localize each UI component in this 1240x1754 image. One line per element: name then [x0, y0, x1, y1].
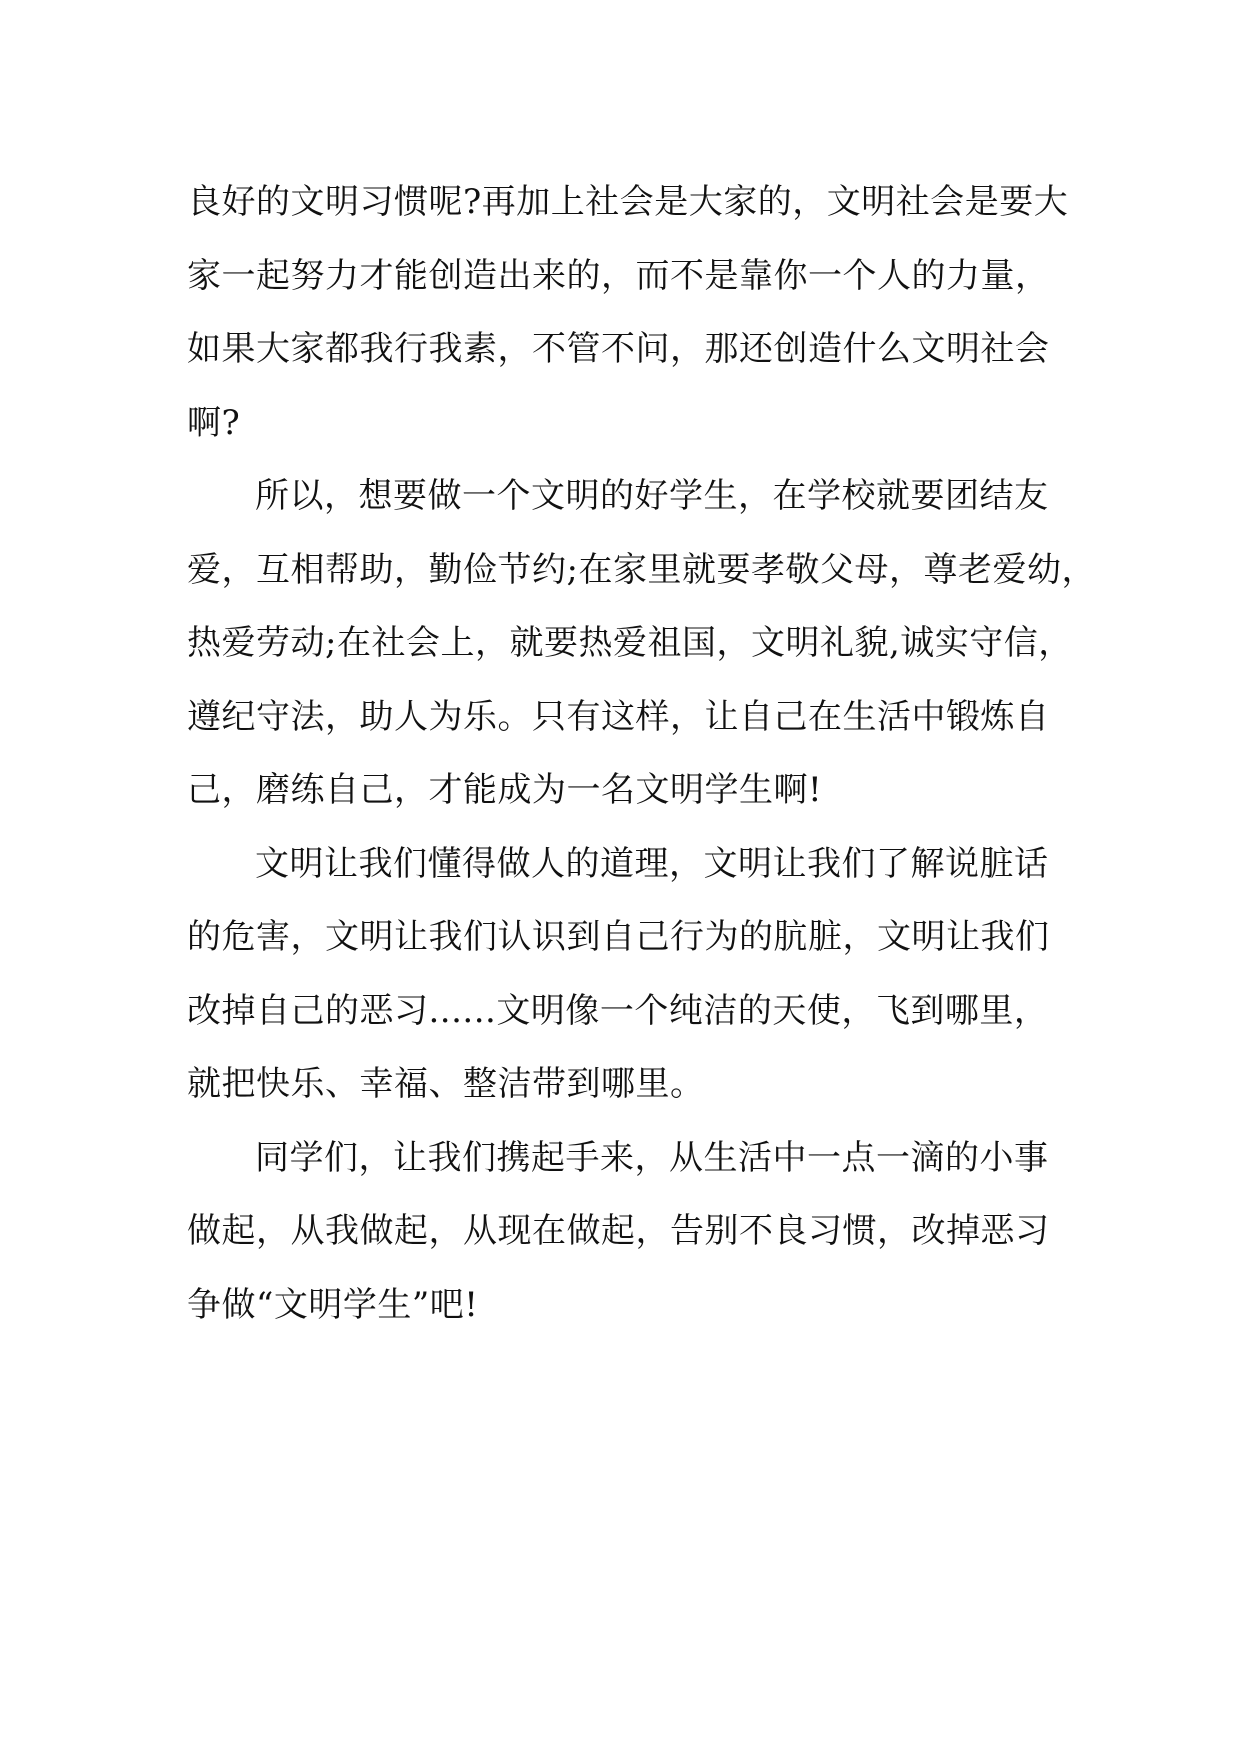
text-line: 改掉自己的恶习......文明像一个纯洁的天使，飞到哪里，: [187, 990, 1049, 1031]
text-line: 己，磨练自己，才能成为一名文明学生啊!: [187, 770, 823, 810]
paragraph-4: [187, 1122, 1067, 1343]
paragraph-2: [187, 460, 1096, 828]
text-line: 家一起努力才能创造出来的，而不是靠你一个人的力量，: [187, 255, 1050, 296]
text-line: 做起，从我做起，从现在做起，告别不良习惯，改掉恶习: [187, 1211, 1050, 1251]
text-line: 所以，想要做一个文明的好学生，在学校就要团结友: [255, 476, 1049, 516]
text-line: 如果大家都我行我素，不管不问，那还创造什么文明社会: [187, 329, 1050, 369]
text-line: 文明让我们懂得做人的道理，文明让我们了解说脏话: [255, 843, 1049, 884]
text-line: 同学们，让我们携起手来，从生活中一点一滴的小事: [255, 1137, 1049, 1178]
text-line: 爱，互相帮助，勤俭节约;在家里就要孝敬父母，尊老爱幼，: [187, 549, 1096, 590]
paragraph-3: [187, 828, 1067, 1122]
text-line: 热爱劳动;在社会上，就要热爱祖国，文明礼貌,诚实守信，: [187, 623, 1073, 663]
text-line: 的危害，文明让我们认识到自己行为的肮脏，文明让我们: [187, 917, 1050, 957]
text-line: 啊?: [187, 402, 241, 443]
text-line: 争做“文明学生”吧!: [187, 1284, 479, 1325]
text-line: 遵纪守法，助人为乐。只有这样，让自己在生活中锻炼自: [187, 696, 1050, 737]
document-body: [187, 166, 1096, 1342]
text-line: 就把快乐、幸福、整洁带到哪里。: [187, 1064, 705, 1104]
paragraph-1: [187, 166, 1067, 460]
text-line: 良好的文明习惯呢?再加上社会是大家的，文明社会是要大: [187, 182, 1069, 222]
